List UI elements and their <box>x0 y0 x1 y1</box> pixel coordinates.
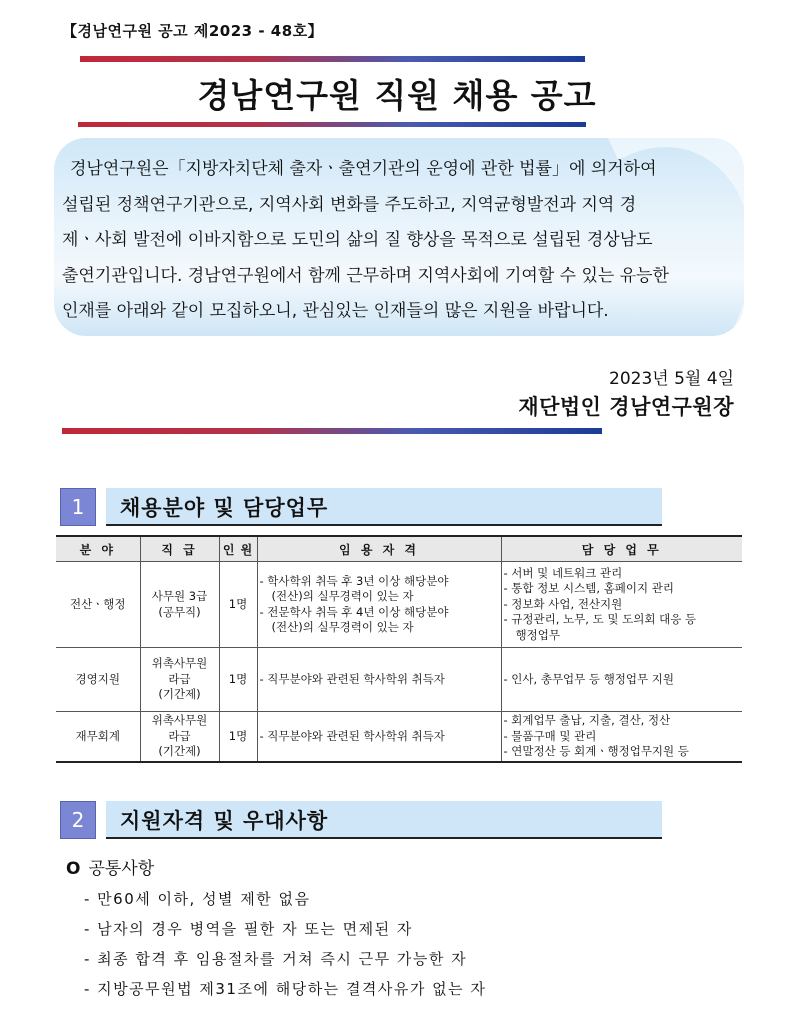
intro-line: 설립된 정책연구기관으로, 지역사회 변화를 주도하고, 지역균형발전과 지역 경 <box>62 194 637 215</box>
column-header: 직 급 <box>140 536 219 562</box>
title-stripe-bottom <box>78 122 586 127</box>
count-cell: 1명 <box>219 712 257 762</box>
list-item: - 남자의 경우 병역을 필한 자 또는 면제된 자 <box>84 920 413 938</box>
section-header-1 <box>60 488 662 526</box>
column-header: 담 당 업 무 <box>501 536 742 562</box>
list-item: - 만60세 이하, 성별 제한 없음 <box>84 890 311 908</box>
qualification-line: - 직무분야와 관련된 학사학위 취득자 <box>259 671 445 686</box>
qualification-line: - 전문학사 취득 후 4년 이상 해당분야 <box>259 604 449 619</box>
list-item: - 지방공무원법 제31조에 해당하는 결격사유가 없는 자 <box>84 980 487 998</box>
rank-line: 위촉사무원 <box>151 713 208 727</box>
duty-line: 행정업무 <box>515 627 560 642</box>
section-title: 채용분야 및 담당업무 <box>120 496 329 520</box>
qualification-line: - 직무분야와 관련된 학사학위 취득자 <box>259 728 445 743</box>
intro-line: 경남연구원은「지방자치단체 출자ㆍ출연기관의 운영에 관한 법률」에 의거하여 <box>70 159 657 179</box>
qualification-cell <box>257 648 501 712</box>
duty-line: - 연말정산 등 회계ㆍ행정업무지원 등 <box>503 744 689 758</box>
duty-cell <box>501 562 742 648</box>
notice-number: 【경남연구원 공고 제2023 - 48호】 <box>62 22 324 40</box>
section-header-2 <box>60 801 662 839</box>
duty-cell <box>501 648 742 712</box>
signer: 재단법인 경남연구원장 <box>518 395 734 419</box>
duty-cell <box>501 712 742 762</box>
rank-cell <box>140 712 219 762</box>
duty-line: - 규정관리, 노무, 도 및 도의회 대응 등 <box>503 612 697 627</box>
table-header-row <box>56 536 742 562</box>
rank-line: (공무직) <box>158 604 201 619</box>
column-header: 분 야 <box>56 536 140 562</box>
section-number: 1 <box>60 488 96 526</box>
intro-line: 출연기관입니다. 경남연구원에서 함께 근무하며 지역사회에 기여할 수 있는 유능한 <box>62 265 669 286</box>
section-title: 지원자격 및 우대사항 <box>120 809 329 833</box>
circle-bullet-icon: O <box>66 859 81 879</box>
table-row <box>56 562 742 648</box>
qualification-cell <box>257 712 501 762</box>
duty-line: - 인사, 총무업무 등 행정업무 지원 <box>503 671 674 686</box>
qualification-line: (전산)의 실무경력이 있는 자 <box>271 589 414 603</box>
rank-cell <box>140 562 219 648</box>
rank-line: 사무원 3급 <box>151 589 208 603</box>
announcement-date: 2023년 5월 4일 <box>609 369 734 389</box>
field-cell: 경영지원 <box>56 648 140 712</box>
qualification-line: (전산)의 실무경력이 있는 자 <box>271 620 414 634</box>
intro-text <box>62 152 738 330</box>
duty-line: - 물품구매 및 관리 <box>503 728 597 743</box>
signature-stripe <box>62 428 602 434</box>
common-requirements-list <box>84 884 486 1004</box>
duty-line: - 서버 및 네트워크 관리 <box>503 565 623 580</box>
column-header: 인 원 <box>219 536 257 562</box>
title-stripe-top <box>80 56 585 62</box>
rank-cell <box>140 648 219 712</box>
common-requirements-heading <box>66 854 154 879</box>
count-cell: 1명 <box>219 562 257 648</box>
intro-line: 인재를 아래와 같이 모집하오니, 관심있는 인재들의 많은 지원을 바랍니다. <box>62 301 609 321</box>
field-cell: 전산ㆍ행정 <box>56 562 140 648</box>
rank-line: 위촉사무원 <box>151 656 208 671</box>
duty-line: - 회계업무 출납, 지출, 결산, 정산 <box>503 713 671 727</box>
duty-line: - 정보화 사업, 전산지원 <box>503 596 623 611</box>
page-title: 경남연구원 직원 채용 공고 <box>197 76 597 115</box>
common-heading-text: 공통사항 <box>88 859 155 879</box>
table-row <box>56 712 742 762</box>
rank-line: 라급 <box>168 728 191 743</box>
intro-line: 제ㆍ사회 발전에 이바지함으로 도민의 삶의 질 향상을 목적으로 설립된 경상남도 <box>62 230 653 250</box>
section-title-bar <box>106 488 662 526</box>
count-cell: 1명 <box>219 648 257 712</box>
table-row <box>56 648 742 712</box>
recruitment-table <box>56 535 742 763</box>
section-number: 2 <box>60 801 96 839</box>
list-item: - 최종 합격 후 임용절차를 거쳐 즉시 근무 가능한 자 <box>84 950 468 968</box>
rank-line: (기간제) <box>158 744 201 758</box>
rank-line: 라급 <box>168 671 191 686</box>
section-title-bar <box>106 801 662 839</box>
qualification-line: - 학사학위 취득 후 3년 이상 해당분야 <box>259 573 449 588</box>
field-cell: 재무회계 <box>56 712 140 762</box>
column-header: 임 용 자 격 <box>257 536 501 562</box>
qualification-cell <box>257 562 501 648</box>
intro-box <box>54 138 744 336</box>
rank-line: (기간제) <box>158 687 201 702</box>
duty-line: - 통합 정보 시스템, 홈페이지 관리 <box>503 581 674 596</box>
